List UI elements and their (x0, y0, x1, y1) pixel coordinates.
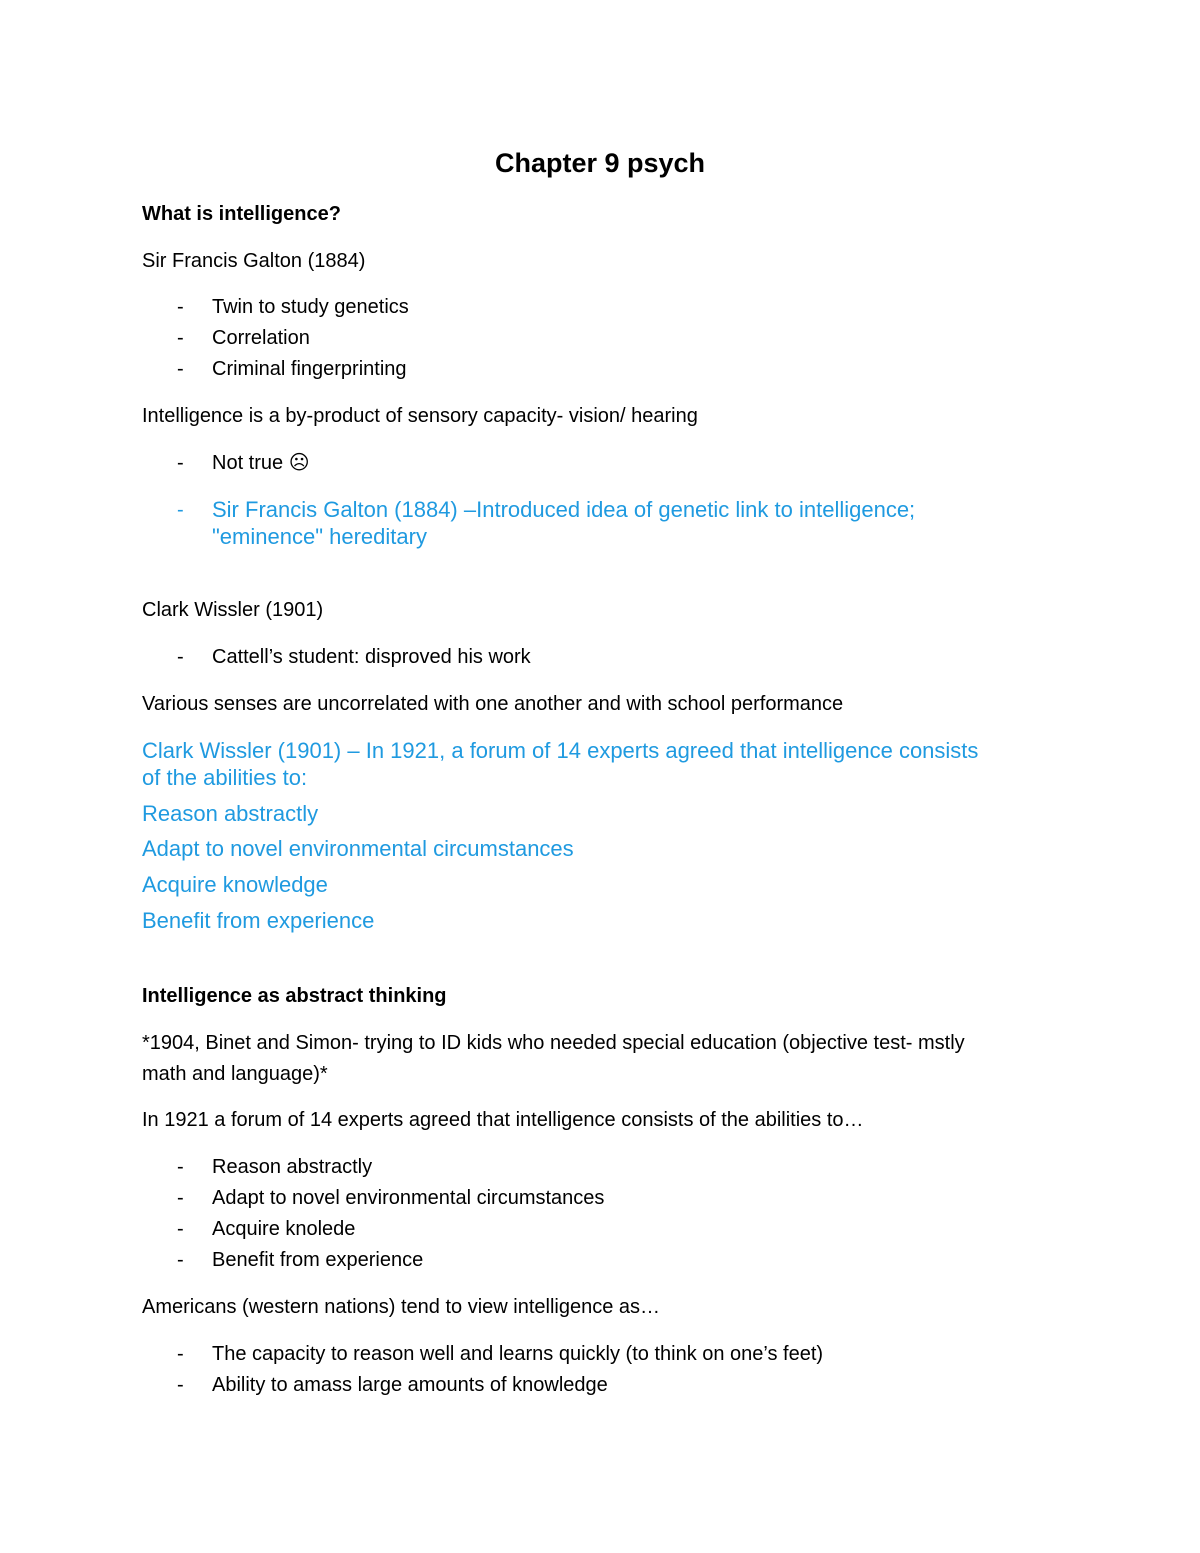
list-bullet: - (177, 452, 184, 474)
list-bullet: - (177, 1343, 184, 1365)
list-bullet: - (177, 1374, 184, 1396)
list-bullet: - (177, 327, 184, 349)
abstract-heading: Intelligence as abstract thinking (142, 985, 447, 1007)
page-title: Chapter 9 psych (494, 148, 706, 178)
galton-blue-line-2: "eminence" hereditary (212, 524, 427, 549)
blue-ability: Adapt to novel environmental circumstances (142, 836, 574, 861)
forum-statement: In 1921 a forum of 14 experts agreed that intelligence consists of the abilities to… (142, 1109, 864, 1131)
list-bullet: - (177, 499, 184, 521)
list-bullet: - (177, 646, 184, 668)
sensory-statement: Intelligence is a by-product of sensory capacity- vision/ hearing (142, 405, 698, 427)
list-bullet: - (177, 358, 184, 380)
wissler-blue-line-2: of the abilities to: (142, 765, 308, 790)
list-item: The capacity to reason well and learns quickly (to think on one’s feet) (212, 1343, 824, 1365)
list-item: Twin to study genetics (212, 296, 409, 318)
list-bullet: - (177, 1187, 184, 1209)
list-item: Cattell’s student: disproved his work (212, 646, 531, 668)
blue-ability: Benefit from experience (142, 908, 375, 933)
list-item: Adapt to novel environmental circumstances (212, 1187, 605, 1209)
galton-heading: Sir Francis Galton (1884) (142, 250, 366, 272)
list-bullet: - (177, 1249, 184, 1271)
list-item: Reason abstractly (212, 1156, 373, 1178)
list-item: Benefit from experience (212, 1249, 424, 1271)
list-bullet: - (177, 296, 184, 318)
binet-line-1: *1904, Binet and Simon- trying to ID kids who needed special education (objective test- mstly (142, 1032, 965, 1054)
senses-statement: Various senses are uncorrelated with one another and with school performance (142, 693, 844, 715)
list-item: Criminal fingerprinting (212, 358, 407, 380)
list-item: Not true ☹ (212, 452, 310, 474)
list-item: Acquire knolede (212, 1218, 356, 1240)
list-bullet: - (177, 1218, 184, 1240)
heading-what-is-intelligence: What is intelligence? (142, 203, 341, 225)
americans-statement: Americans (western nations) tend to view intelligence as… (142, 1296, 661, 1318)
binet-line-2: math and language)* (142, 1063, 328, 1085)
wissler-heading: Clark Wissler (1901) (142, 599, 324, 621)
galton-blue-line-1: Sir Francis Galton (1884) –Introduced idea of genetic link to intelligence; (212, 497, 916, 522)
blue-ability: Reason abstractly (142, 801, 319, 826)
wissler-blue-line-1: Clark Wissler (1901) – In 1921, a forum of 14 experts agreed that intelligence consists (142, 738, 979, 763)
list-bullet: - (177, 1156, 184, 1178)
blue-ability: Acquire knowledge (142, 872, 328, 897)
list-item: Ability to amass large amounts of knowledge (212, 1374, 608, 1396)
list-item: Correlation (212, 327, 310, 349)
